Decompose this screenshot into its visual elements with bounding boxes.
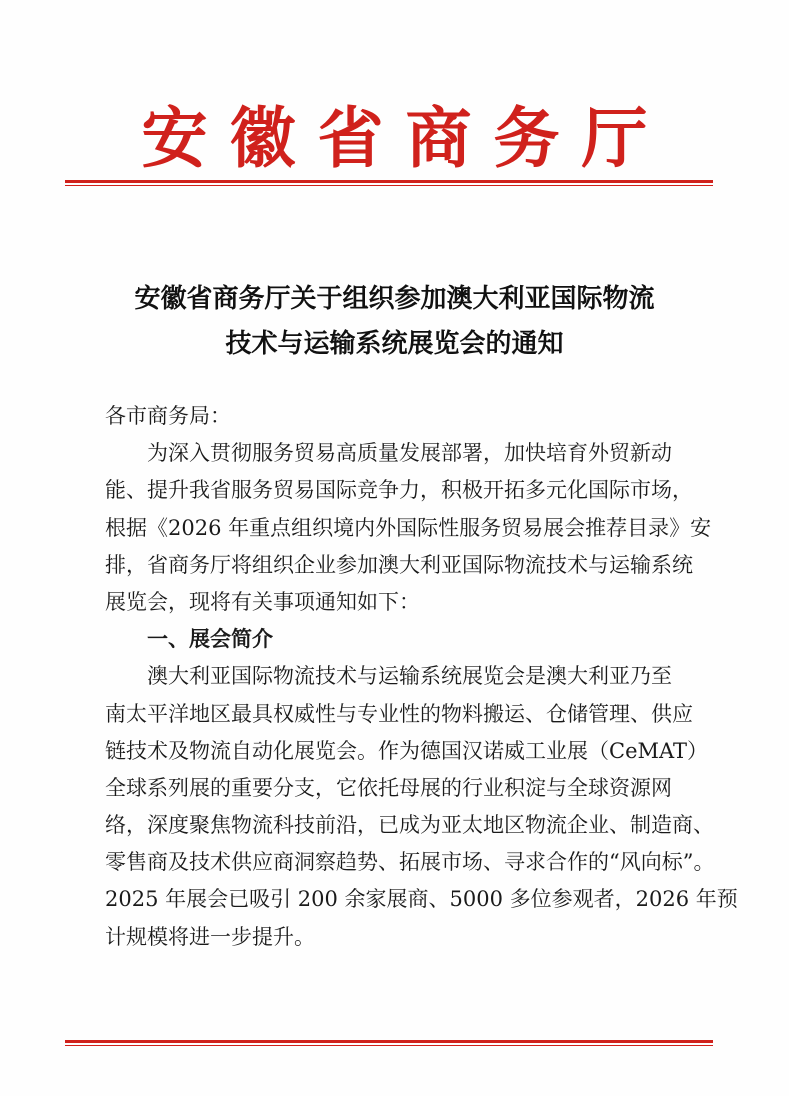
paragraph-line: 能、提升我省服务贸易国际竞争力，积极开拓多元化国际市场， [105,478,693,503]
footer-divider [65,1040,713,1046]
letterhead-title: 安徽省商务厅 [141,99,670,177]
title-line-1: 安徽省商务厅关于组织参加澳大利亚国际物流 [134,284,655,314]
salutation: 各市商务局： [105,404,231,428]
paragraph-line: 链技术及物流自动化展览会。作为德国汉诺威工业展（CeMAT） [105,738,709,763]
paragraph-line: 为深入贯彻服务贸易高质量发展部署，加快培育外贸新动 [147,441,672,466]
paragraph-line: 展览会，现将有关事项通知如下： [105,589,420,614]
document-body [105,398,738,956]
letterhead-divider [65,180,713,186]
document-title [60,277,729,367]
title-line-2: 技术与运输系统展览会的通知 [225,329,564,359]
paragraph-line: 南太平洋地区最具权威性与专业性的物料搬运、仓储管理、供应 [105,701,693,726]
paragraph-line: 络，深度聚焦物流科技前沿，已成为亚太地区物流企业、制造商、 [105,813,714,838]
paragraph-line: 澳大利亚国际物流技术与运输系统展览会是澳大利亚乃至 [147,664,672,689]
section-heading: 一、展会简介 [147,627,273,652]
paragraph-line: 排，省商务厅将组织企业参加澳大利亚国际物流技术与运输系统 [105,552,693,577]
paragraph-line: 零售商及技术供应商洞察趋势、拓展市场、寻求合作的“风向标”。 [105,850,715,875]
paragraph-line: 计规模将进一步提升。 [105,924,315,949]
paragraph-line: 2025 年展会已吸引 200 余家展商、5000 多位参观者，2026 年预 [105,887,738,912]
paragraph-line: 全球系列展的重要分支，它依托母展的行业积淀与全球资源网 [105,775,672,800]
paragraph-line: 根据《2026 年重点组织境内外国际性服务贸易展会推荐目录》安 [105,515,712,540]
